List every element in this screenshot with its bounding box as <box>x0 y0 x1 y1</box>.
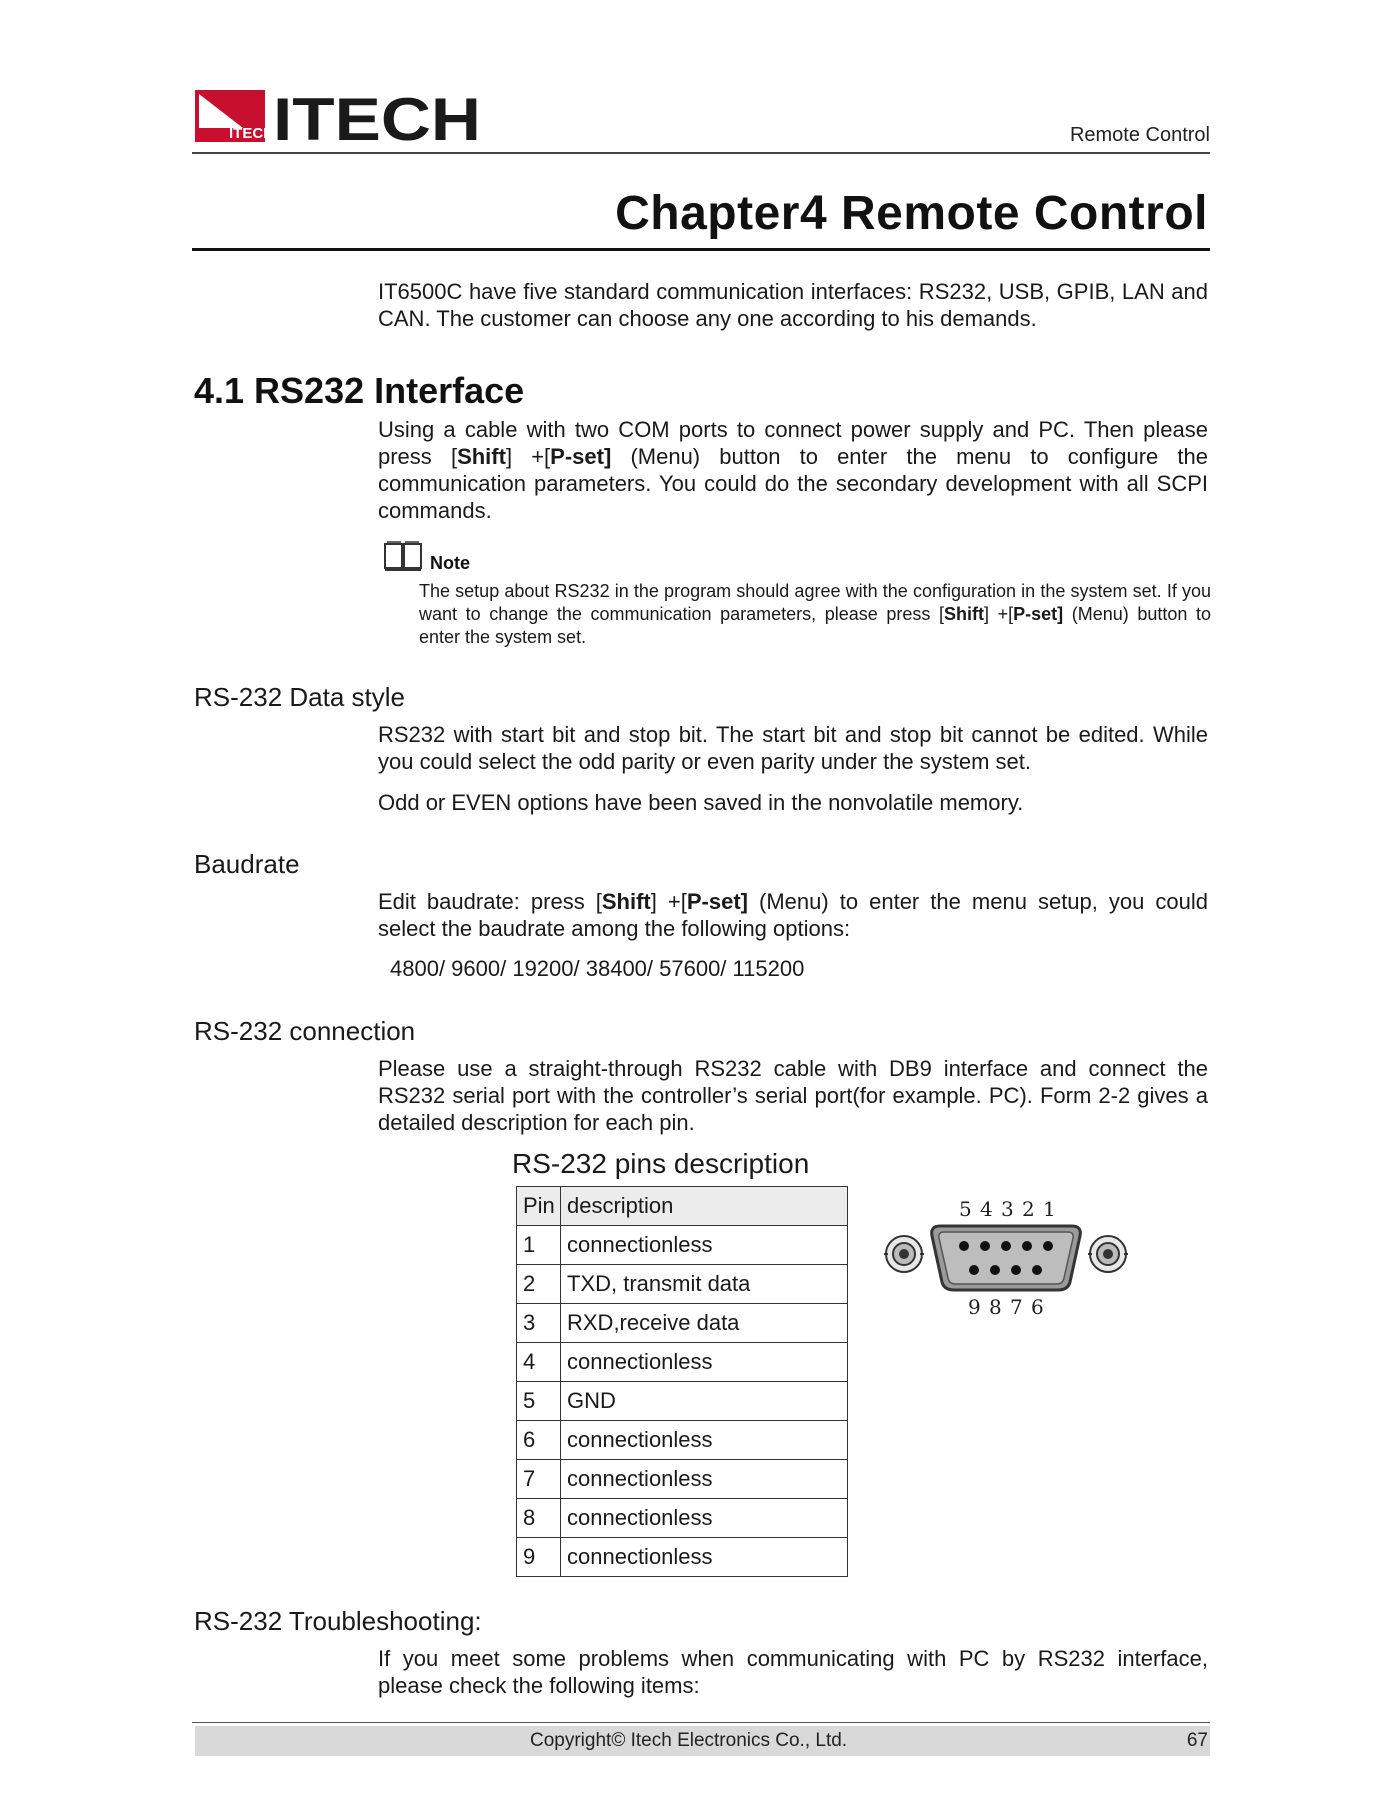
screw-right-icon <box>1088 1236 1128 1272</box>
footer-divider <box>192 1722 1210 1723</box>
pin-number: 5 <box>517 1382 561 1421</box>
header-divider <box>192 152 1210 154</box>
pin-label: 1 <box>1043 1197 1056 1221</box>
table-caption: RS-232 pins description <box>512 1148 810 1179</box>
header-description: description <box>561 1187 848 1226</box>
table-row <box>517 1460 848 1499</box>
pin-description: connectionless <box>561 1343 848 1382</box>
table-row <box>517 1265 848 1304</box>
table-row <box>517 1226 848 1265</box>
table-row <box>517 1421 848 1460</box>
db9-connector-diagram <box>882 1190 1142 1320</box>
logo-wordmark: ITECH <box>273 88 481 144</box>
key-pset: P-set] <box>1013 604 1064 624</box>
pin-description: GND <box>561 1382 848 1421</box>
key-shift: Shift <box>944 604 985 624</box>
connection-paragraph: Please use a straight-through RS232 cable with DB9 interface and connect the RS232 serial port with the controller’s serial port(for example. PC). Form 2-2 gives a detailed description for each pin. <box>378 1056 1208 1135</box>
pin-description: RXD,receive data <box>561 1304 848 1343</box>
pin-description: connectionless <box>561 1460 848 1499</box>
pin-label: 4 <box>980 1197 993 1221</box>
header-pin: Pin <box>517 1187 561 1226</box>
key-pset: P-set] <box>550 444 612 469</box>
table-row <box>517 1343 848 1382</box>
pin-description: TXD, transmit data <box>561 1265 848 1304</box>
data-style-note: Odd or EVEN options have been saved in the nonvolatile memory. <box>378 790 1024 815</box>
pin-label: 5 <box>959 1197 972 1221</box>
key-shift: Shift <box>457 444 506 469</box>
troubleshooting-heading: RS-232 Troubleshooting: <box>194 1606 482 1636</box>
pin-number: 1 <box>517 1226 561 1265</box>
book-icon <box>383 540 423 572</box>
table-row <box>517 1304 848 1343</box>
page-number: 67 <box>1186 1730 1208 1751</box>
connection-heading: RS-232 connection <box>194 1016 416 1046</box>
key-pset: P-set] <box>686 889 748 914</box>
screw-left-icon <box>884 1236 924 1272</box>
pin-number: 3 <box>517 1304 561 1343</box>
pin-table <box>516 1186 848 1577</box>
table-row <box>517 1382 848 1421</box>
pin-description: connectionless <box>561 1421 848 1460</box>
pin-description: connectionless <box>561 1538 848 1577</box>
pin-label: 9 <box>968 1295 981 1319</box>
section-heading: 4.1 RS232 Interface <box>194 370 525 411</box>
pin-number: 9 <box>517 1538 561 1577</box>
chapter-intro: IT6500C have five standard communication interfaces: RS232, USB, GPIB, LAN and CAN. The customer can choose any one according to his demands. <box>378 279 1208 331</box>
pin-label: 3 <box>1001 1197 1014 1221</box>
pin-number: 6 <box>517 1421 561 1460</box>
pin-label: 8 <box>989 1295 1002 1319</box>
pin-description: connectionless <box>561 1226 848 1265</box>
logo-badge-text: ITECH <box>229 125 274 142</box>
key-shift: Shift <box>601 889 651 914</box>
note-text: The setup about RS232 in the program should agree with the configuration in the system set. If you want to change the communication parameters, please press [Shift] +[P-set] (Menu) button to enter the system set. <box>419 581 1211 647</box>
pin-label: 7 <box>1010 1295 1023 1319</box>
baudrate-options: 4800/ 9600/ 19200/ 38400/ 57600/ 115200 <box>390 956 805 981</box>
data-style-paragraph: RS232 with start bit and stop bit. The start bit and stop bit cannot be edited. While you could select the odd parity or even parity under the system set. <box>378 722 1208 774</box>
section-paragraph: Using a cable with two COM ports to connect power supply and PC. Then please press [Shift] +[P-set] (Menu) button to enter the menu to configure the communication parameters. You could do the secondary development with all SCPI commands. <box>378 417 1208 523</box>
pin-number: 4 <box>517 1343 561 1382</box>
note-label: Note <box>430 553 470 573</box>
baudrate-paragraph: Edit baudrate: press [Shift] +[P-set] (Menu) to enter the menu setup, you could select the baudrate among the following options: <box>378 889 1209 941</box>
header-section-title: Remote Control <box>1069 124 1210 146</box>
troubleshooting-paragraph: If you meet some problems when communicating with PC by RS232 interface, please check the following items: <box>378 1646 1208 1698</box>
table-row <box>517 1538 848 1577</box>
itech-logo <box>195 88 485 144</box>
table-row <box>517 1499 848 1538</box>
pin-number: 2 <box>517 1265 561 1304</box>
chapter-divider <box>192 248 1210 251</box>
chapter-title: Chapter4 Remote Control <box>615 187 1208 240</box>
baudrate-heading: Baudrate <box>194 849 300 879</box>
pin-description: connectionless <box>561 1499 848 1538</box>
data-style-heading: RS-232 Data style <box>194 682 405 712</box>
pin-label: 2 <box>1022 1197 1035 1221</box>
pin-number: 7 <box>517 1460 561 1499</box>
footer-copyright: Copyright© Itech Electronics Co., Ltd. <box>530 1730 848 1751</box>
pin-label: 6 <box>1031 1295 1044 1319</box>
pin-number: 8 <box>517 1499 561 1538</box>
table-header-row <box>517 1187 848 1226</box>
